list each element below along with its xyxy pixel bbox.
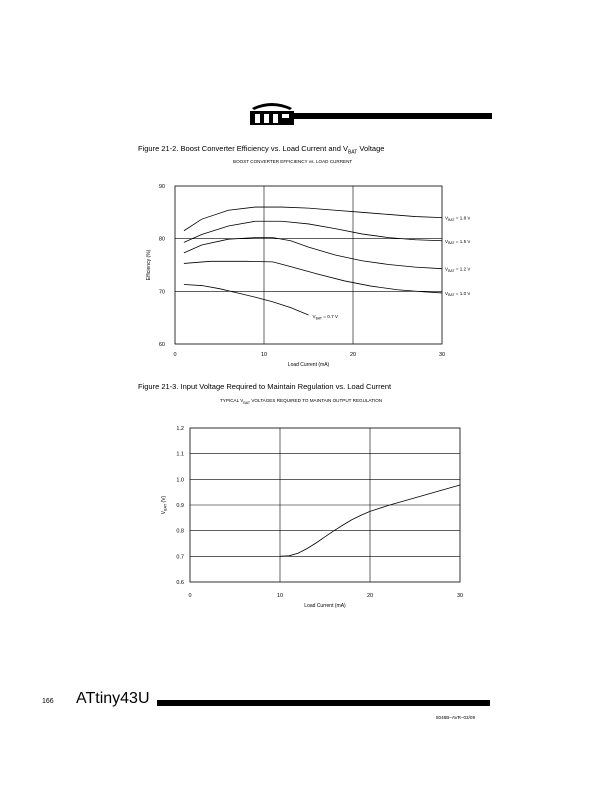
efficiency-chart (130, 178, 470, 378)
y-axis-label-sub: BAT (163, 503, 168, 511)
x-axis-label: Load Current (mA) (304, 603, 346, 609)
series-label (445, 267, 470, 273)
chart-1-title: BOOST CONVERTER EFFICIENCY vs. LOAD CURRENT (233, 159, 353, 164)
series-label-prefix: V (445, 266, 449, 272)
series-label-suffix: = 1.8 V (454, 215, 470, 221)
y-tick-label: 0.7 (176, 554, 184, 561)
series-line (184, 207, 442, 231)
figure-caption-2: Figure 21-3. Input Voltage Required to Maintain Regulation vs. Load Current (138, 382, 392, 391)
y-axis-label-suffix: (V) (161, 495, 167, 504)
y-tick-label: 80 (158, 236, 165, 243)
device-name: ATtiny43U (76, 690, 150, 707)
series-label (313, 314, 339, 320)
doc-number: 8048B–AVR–03/09 (436, 715, 475, 720)
figure-caption-1 (138, 144, 384, 156)
caption-1-sub: BAT (347, 149, 358, 156)
series-label-sub: BAT (315, 316, 323, 321)
footer-rule (157, 700, 490, 706)
y-tick-label: 90 (158, 184, 165, 190)
series-label-suffix: = 0.7 V (322, 314, 338, 320)
series-label-sub: BAT (448, 217, 455, 222)
y-axis-label-prefix: V (161, 510, 167, 515)
plot-frame (175, 186, 442, 344)
x-tick-label: 20 (349, 352, 357, 358)
x-tick-label: 0 (173, 352, 177, 358)
x-tick-label: 0 (188, 593, 192, 599)
atmel-logo (246, 100, 298, 128)
y-tick-label: 60 (158, 342, 165, 348)
page-number: 166 (42, 698, 54, 705)
y-axis-label: Efficiency (%) (146, 249, 152, 281)
regulation-chart (130, 418, 470, 618)
x-tick-label: 30 (438, 352, 446, 358)
y-tick-label: 1.1 (176, 451, 184, 458)
y-axis-label (161, 495, 167, 514)
series-line (184, 221, 442, 242)
y-tick-label: 1.0 (176, 477, 184, 484)
series-label-suffix: = 1.5 V (454, 238, 470, 244)
series-line (184, 284, 309, 315)
x-tick-label: 30 (456, 593, 464, 599)
series-label-suffix: = 1.2 V (454, 266, 470, 272)
series-label-prefix: V (445, 238, 449, 244)
series-label-prefix: V (445, 215, 449, 221)
series-line (184, 238, 442, 269)
header-rule (292, 113, 492, 119)
y-axis-label-group (161, 495, 167, 514)
chart-2-title-sub: BAT (243, 400, 251, 405)
x-tick-label: 10 (260, 352, 268, 358)
series-label-sub: BAT (448, 293, 455, 298)
y-tick-label: 0.8 (176, 528, 184, 535)
series-label (445, 216, 470, 222)
y-tick-label: 70 (158, 289, 165, 296)
x-tick-label: 20 (366, 593, 374, 599)
series-label-prefix: V (312, 314, 316, 320)
series-label-suffix: = 1.0 V (454, 290, 470, 296)
y-tick-label: 1.2 (176, 426, 184, 432)
chart-2-title-suffix: VOLTAGES REQUIRED TO MAINTAIN OUTPUT REGULATION (250, 398, 383, 403)
series-label (445, 291, 470, 297)
chart-2-title-prefix: TYPICAL V (220, 398, 244, 403)
series-label-sub: BAT (448, 268, 455, 273)
caption-1-suffix: Voltage (357, 144, 385, 153)
x-tick-label: 10 (276, 593, 284, 599)
caption-1-text: Figure 21-2. Boost Converter Efficiency vs. Load Current and V (138, 144, 348, 153)
y-tick-label: 0.6 (176, 580, 184, 586)
y-tick-label: 0.9 (176, 503, 184, 509)
series-label (445, 239, 470, 245)
x-axis-label: Load Current (mA) (287, 362, 330, 368)
series-label-prefix: V (445, 290, 449, 296)
series-label-sub: BAT (448, 241, 455, 246)
chart-2-title (220, 398, 382, 405)
